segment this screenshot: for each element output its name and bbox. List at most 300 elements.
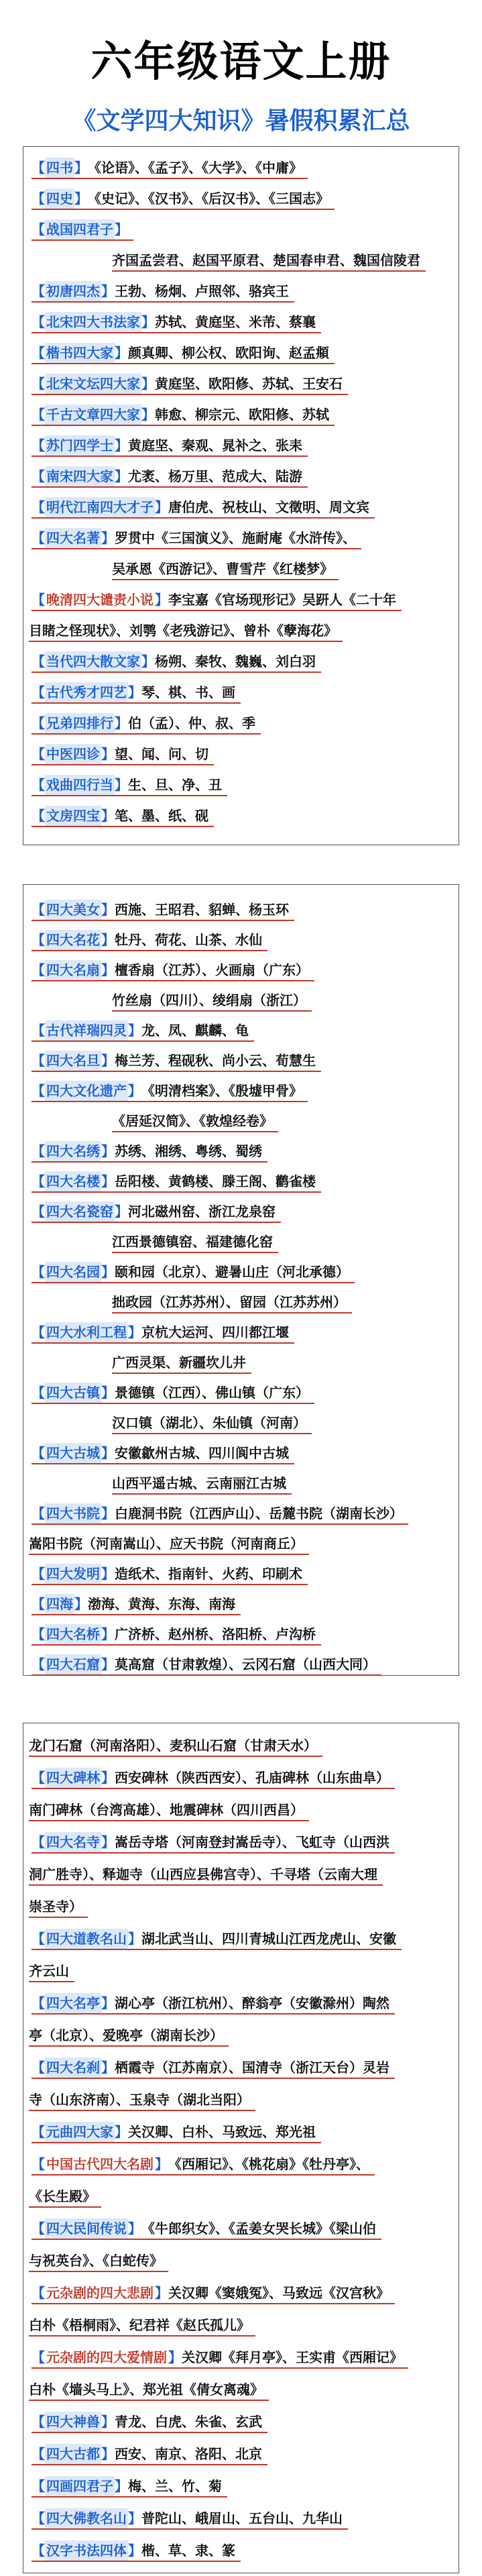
- row-content: 伯（孟）、仲、叔、季: [128, 715, 255, 731]
- category-tag: [32, 1594, 88, 1614]
- category-label: 四大神兽: [45, 2412, 101, 2432]
- row-content: 拙政园（江苏苏州）、留园（江苏苏州）: [112, 1294, 347, 1310]
- row-content: 关汉卿《拜月亭》、王实甫《西厢记》: [182, 2349, 403, 2365]
- row-content: 齐云山: [29, 1963, 69, 1979]
- category-label: 四大碑林: [45, 1768, 101, 1788]
- row-underline: [32, 590, 402, 611]
- bracket-left: 【: [32, 1931, 45, 1947]
- bracket-right: 】: [115, 468, 128, 484]
- row-underline: [112, 1111, 278, 1132]
- knowledge-row: [32, 775, 454, 804]
- knowledge-row: [32, 2540, 454, 2570]
- row-content: 造纸术、指南针、火药、印刷术: [115, 1566, 302, 1582]
- category-tag: [32, 2444, 115, 2464]
- knowledge-row: [32, 651, 454, 681]
- knowledge-row: [32, 1768, 454, 1797]
- row-underline: [32, 528, 361, 549]
- bracket-right: 】: [128, 1931, 141, 1947]
- bracket-right: 】: [101, 1385, 115, 1401]
- bracket-right: 】: [101, 1053, 115, 1069]
- row-content: 《长生殿》: [29, 2188, 96, 2204]
- row-content: 崇圣寺）: [29, 1898, 82, 1915]
- row-underline: [32, 2057, 395, 2079]
- category-tag: [32, 651, 155, 672]
- bracket-right: 】: [155, 499, 168, 515]
- category-tag: [32, 189, 88, 209]
- row-underline: [29, 2186, 101, 2208]
- category-label: 四大古镇: [45, 1383, 101, 1403]
- bracket-left: 【: [32, 2349, 45, 2365]
- knowledge-row: [29, 1735, 451, 1765]
- category-tag: [32, 2412, 115, 2432]
- bracket-right: 】: [101, 2446, 115, 2462]
- bracket-right: 】: [101, 530, 115, 546]
- row-content: 《论语》、《孟子》、《大学》、《中庸》: [88, 160, 302, 176]
- bracket-left: 【: [32, 407, 45, 423]
- row-content: 《史记》、《汉书》、《后汉书》、《三国志》: [88, 191, 329, 207]
- category-label: 中国古代四大名剧: [46, 2156, 154, 2172]
- row-underline: [32, 1768, 395, 1789]
- category-label: 汉字书法四体: [45, 2540, 128, 2561]
- bracket-left: 【: [32, 1656, 45, 1672]
- knowledge-row: [32, 1503, 454, 1533]
- bracket-left: 【: [32, 653, 45, 669]
- row-content: 普陀山、峨眉山、五台山、九华山: [141, 2510, 343, 2526]
- row-underline: [112, 559, 339, 580]
- bracket-right: 】: [101, 1995, 115, 2011]
- category-tag: [32, 2476, 128, 2496]
- category-tag: [32, 1443, 115, 1463]
- bracket-left: 【: [32, 684, 45, 700]
- row-content: 罗贯中《三国演义》、施耐庵《水浒传》、: [115, 530, 356, 546]
- bracket-right: 】: [128, 2220, 141, 2237]
- row-underline: [32, 2476, 227, 2498]
- category-tag: [32, 466, 128, 486]
- bracket-right: 】: [155, 2285, 168, 2301]
- knowledge-row: [29, 2090, 451, 2119]
- bracket-right: 】: [115, 2478, 128, 2494]
- category-label: 四书: [45, 158, 74, 178]
- row-underline: [32, 1171, 321, 1193]
- bracket-right: 】: [74, 160, 88, 176]
- row-underline: [29, 2315, 255, 2337]
- category-label: 当代四大散文家: [45, 651, 141, 672]
- bracket-right: 】: [115, 2124, 128, 2140]
- category-label: 初唐四杰: [45, 281, 101, 301]
- row-content: 楷、草、隶、篆: [141, 2542, 235, 2559]
- row-content: 关汉卿、白朴、马致远、郑光祖: [128, 2124, 316, 2140]
- bracket-right: 】: [128, 1022, 141, 1038]
- knowledge-row: [32, 1262, 454, 1291]
- category-label: 明代江南四大才子: [45, 497, 155, 517]
- category-tag: [32, 374, 155, 394]
- row-underline: [32, 158, 308, 179]
- row-underline: [32, 713, 261, 735]
- knowledge-row: [112, 1111, 459, 1140]
- row-content: 青龙、白虎、朱雀、玄武: [115, 2414, 262, 2430]
- knowledge-row: [29, 2315, 451, 2345]
- row-content: 关汉卿《窦娥冤》、马致远《汉宫秋》: [168, 2285, 389, 2301]
- row-content: 《居延汉简》、《敦煌经卷》: [112, 1113, 273, 1129]
- bracket-left: 【: [32, 191, 45, 207]
- row-content: 南门碑林（台湾高雄）、地震碑林（四川西昌）: [29, 1802, 304, 1818]
- row-underline: [32, 806, 214, 827]
- bracket-left: 【: [32, 345, 45, 361]
- knowledge-row: [32, 1383, 454, 1412]
- bracket-right: 】: [115, 437, 128, 453]
- row-underline: [32, 405, 335, 426]
- knowledge-row: [32, 312, 454, 341]
- category-tag: [32, 405, 155, 425]
- knowledge-row: [112, 1292, 459, 1322]
- row-content: 唐伯虎、祝枝山、文徵明、周文宾: [168, 499, 369, 515]
- row-underline: [112, 1352, 251, 1374]
- bracket-right: 】: [115, 1203, 128, 1220]
- row-content: 杨朔、秦牧、魏巍、刘白羽: [155, 653, 316, 669]
- row-underline: [32, 1201, 281, 1223]
- bracket-left: 【: [32, 2124, 45, 2140]
- knowledge-row: [32, 960, 454, 989]
- row-underline: [32, 960, 314, 981]
- bracket-left: 【: [32, 1022, 45, 1038]
- row-content: 李宝嘉《官场现形记》吴趼人《二十年: [168, 592, 396, 608]
- row-content: 岳阳楼、黄鹤楼、滕王阁、鹳雀楼: [115, 1173, 316, 1189]
- row-content: 颜真卿、柳公权、欧阳询、赵孟頫: [128, 345, 329, 361]
- knowledge-row: [32, 1929, 454, 1958]
- bracket-left: 【: [32, 437, 45, 453]
- bracket-right: 】: [141, 376, 155, 392]
- bracket-right: 】: [101, 283, 115, 299]
- knowledge-row: [32, 1322, 454, 1352]
- row-content: 与祝英台》、《白蛇传》: [29, 2253, 163, 2269]
- bracket-right: 】: [101, 902, 115, 918]
- category-label: 南宋四大家: [45, 466, 115, 486]
- bracket-left: 【: [32, 1770, 45, 1786]
- knowledge-row: [29, 1800, 451, 1829]
- category-tag: [32, 2283, 168, 2303]
- knowledge-row: [29, 1864, 451, 1894]
- knowledge-row: [112, 1352, 459, 1382]
- bracket-right: 】: [115, 221, 128, 237]
- category-tag: [32, 1503, 115, 1523]
- row-underline: [32, 2540, 241, 2562]
- category-label: 四画四君子: [45, 2476, 115, 2496]
- category-tag: [32, 281, 115, 301]
- row-content: 江西景德镇窑、福建德化窑: [112, 1234, 273, 1250]
- row-content: 目睹之怪现状》、刘鹗《老残游记》、曾朴《孽海花》: [29, 623, 337, 639]
- row-underline: [29, 1961, 74, 1982]
- category-tag: [32, 158, 88, 178]
- knowledge-row: [32, 590, 454, 619]
- row-content: 白朴《墙头马上》、郑光祖《倩女离魂》: [29, 2381, 263, 2398]
- knowledge-row: [32, 1020, 454, 1050]
- bracket-left: 【: [32, 1995, 45, 2011]
- bracket-left: 【: [32, 777, 45, 793]
- row-underline: [29, 2090, 255, 2111]
- row-content: 西安碑林（陕西西安）、孔庙碑林（山东曲阜）: [115, 1770, 389, 1786]
- knowledge-row: [32, 405, 454, 434]
- knowledge-row: [32, 806, 454, 835]
- category-label: 元曲四大家: [45, 2122, 115, 2142]
- row-content: 颐和园（北京）、避暑山庄（河北承德）: [115, 1264, 349, 1280]
- category-label: 北宋文坛四大家: [45, 374, 141, 394]
- row-underline: [32, 1929, 402, 1950]
- row-underline: [32, 2218, 381, 2240]
- row-underline: [32, 1443, 294, 1464]
- category-label: 古代祥瑞四灵: [45, 1020, 128, 1040]
- row-underline: [32, 1624, 321, 1646]
- row-content: 西安、南京、洛阳、北京: [115, 2446, 262, 2462]
- row-content: 河北磁州窑、浙江龙泉窑: [128, 1203, 276, 1220]
- category-label: 四海: [45, 1594, 74, 1614]
- row-content: 竹丝扇（四川）、绫绢扇（浙江）: [112, 992, 306, 1008]
- row-content: 檀香扇（江苏）、火画扇（广东）: [115, 962, 309, 978]
- category-tag: [32, 2057, 115, 2078]
- row-underline: [32, 1322, 294, 1344]
- bracket-right: 】: [115, 715, 128, 731]
- category-label: 元杂剧的四大悲剧: [46, 2285, 154, 2301]
- row-underline: [32, 1654, 381, 1676]
- knowledge-row: [32, 2218, 454, 2248]
- category-tag: [32, 806, 115, 826]
- row-underline: [32, 2444, 267, 2465]
- bracket-left: 【: [32, 2285, 45, 2301]
- bracket-left: 【: [32, 902, 45, 918]
- bracket-right: 】: [101, 1264, 115, 1280]
- row-underline: [32, 1051, 321, 1072]
- row-underline: [32, 1832, 395, 1854]
- bracket-left: 【: [32, 499, 45, 515]
- section-1: [23, 146, 459, 845]
- category-tag: [32, 1654, 115, 1674]
- category-label: 晚清四大谴责小说: [46, 592, 154, 608]
- row-content: 嵩岳寺塔（河南登封嵩岳寺）、飞虹寺（山西洪: [115, 1834, 389, 1850]
- category-label: 兄弟四排行: [45, 713, 115, 733]
- knowledge-row: [32, 497, 454, 527]
- bracket-left: 【: [32, 2220, 45, 2237]
- category-tag: [32, 960, 115, 980]
- category-label: 四大道教名山: [45, 1929, 128, 1949]
- bracket-left: 【: [32, 1566, 45, 1582]
- bracket-right: 】: [74, 191, 88, 207]
- knowledge-row: [29, 2025, 451, 2055]
- category-tag: [32, 1768, 115, 1788]
- knowledge-row: [32, 343, 454, 372]
- row-content: 景德镇（江西）、佛山镇（广东）: [115, 1385, 309, 1401]
- row-content: 亭（北京）、爱晚亭（湖南长沙）: [29, 2027, 223, 2043]
- category-tag: [32, 2540, 141, 2561]
- knowledge-row: [29, 621, 451, 650]
- row-underline: [29, 1896, 88, 1918]
- row-content: 莫高窟（甘肃敦煌）、云冈石窟（山西大同）: [115, 1656, 376, 1672]
- row-content: 韩愈、柳宗元、欧阳修、苏轼: [155, 407, 329, 423]
- category-tag: [32, 219, 128, 239]
- bracket-right: 】: [101, 808, 115, 824]
- row-underline: [112, 1413, 312, 1434]
- bracket-left: 【: [32, 1505, 45, 1521]
- bracket-right: 】: [101, 2414, 115, 2430]
- category-label: 四大名绣: [45, 1141, 101, 1161]
- knowledge-row: [112, 250, 459, 280]
- category-label: 四大古城: [45, 1443, 101, 1463]
- row-underline: [32, 2347, 408, 2369]
- bracket-left: 【: [32, 1053, 45, 1069]
- category-tag: [32, 1081, 141, 1101]
- knowledge-row: [29, 2379, 451, 2409]
- bracket-left: 【: [32, 1445, 45, 1461]
- knowledge-row: [32, 281, 454, 311]
- bracket-left: 【: [32, 1385, 45, 1401]
- category-label: 元杂剧的四大爱情剧: [46, 2349, 167, 2365]
- bracket-right: 】: [141, 407, 155, 423]
- category-label: 四大名瓷窑: [45, 1201, 115, 1222]
- row-content: 安徽歙州古城、四川阆中古城: [115, 1445, 289, 1461]
- row-underline: [32, 682, 241, 704]
- row-underline: [32, 312, 321, 333]
- row-underline: [32, 466, 308, 488]
- category-label: 四大名花: [45, 930, 101, 950]
- knowledge-row: [112, 1413, 459, 1442]
- knowledge-row: [32, 2412, 454, 2441]
- bracket-left: 【: [32, 932, 45, 948]
- row-underline: [32, 1383, 314, 1404]
- bracket-left: 【: [32, 2542, 45, 2559]
- category-tag: [32, 435, 128, 455]
- row-content: 汉口镇（湖北）、朱仙镇（河南）: [112, 1415, 306, 1431]
- row-underline: [32, 1081, 308, 1102]
- knowledge-row: [32, 930, 454, 959]
- knowledge-row: [32, 1051, 454, 1080]
- category-label: 四大书院: [45, 1503, 101, 1523]
- row-content: 京杭大运河、四川都江堰: [141, 1324, 289, 1340]
- knowledge-row: [32, 2122, 454, 2151]
- row-content: 栖霞寺（江苏南京）、国清寺（浙江天台）灵岩: [115, 2059, 389, 2076]
- row-underline: [32, 775, 227, 796]
- row-underline: [29, 2379, 269, 2401]
- bracket-right: 】: [101, 962, 115, 978]
- category-tag: [32, 590, 168, 610]
- row-content: 生、旦、净、丑: [128, 777, 222, 793]
- page-title: 六年级语文上册: [91, 37, 391, 86]
- row-content: 尤袤、杨万里、范成大、陆游: [128, 468, 302, 484]
- bracket-left: 【: [32, 1083, 45, 1099]
- knowledge-row: [32, 1201, 454, 1231]
- row-content: 笔、墨、纸、砚: [115, 808, 208, 824]
- row-underline: [32, 281, 294, 303]
- bracket-right: 】: [101, 1505, 115, 1521]
- bracket-left: 【: [32, 1596, 45, 1612]
- category-label: 四大佛教名山: [45, 2508, 128, 2528]
- category-tag: [32, 1832, 115, 1852]
- row-underline: [112, 990, 312, 1012]
- row-content: 龙、凤、麒麟、龟: [141, 1022, 249, 1038]
- category-label: 苏门四学士: [45, 435, 115, 455]
- row-underline: [29, 2025, 229, 2047]
- row-content: 西施、王昭君、貂蝉、杨玉环: [115, 902, 289, 918]
- category-label: 四大民间传说: [45, 2218, 128, 2239]
- category-label: 北宋四大书法家: [45, 312, 141, 332]
- row-underline: [32, 2508, 348, 2530]
- category-tag: [32, 682, 141, 702]
- knowledge-row: [32, 1081, 454, 1110]
- bracket-left: 【: [32, 314, 45, 330]
- knowledge-row: [32, 1564, 454, 1593]
- knowledge-row: [32, 1171, 454, 1201]
- category-tag: [32, 1564, 115, 1584]
- category-tag: [32, 2122, 128, 2142]
- category-tag: [32, 1020, 141, 1040]
- knowledge-row: [32, 219, 454, 249]
- row-underline: [32, 1564, 308, 1585]
- row-content: 寺（山东济南）、玉泉寺（湖北当阳）: [29, 2092, 250, 2108]
- row-content: 黄庭坚、秦观、晁补之、张耒: [128, 437, 302, 453]
- category-tag: [32, 2508, 141, 2528]
- bracket-left: 【: [32, 376, 45, 392]
- category-label: 战国四君子: [45, 219, 115, 239]
- knowledge-row: [29, 1961, 451, 1990]
- row-content: 《明清档案》、《殷墟甲骨》: [141, 1083, 302, 1099]
- knowledge-row: [112, 559, 459, 588]
- section-2: [23, 884, 459, 1676]
- bracket-left: 【: [32, 715, 45, 731]
- row-content: 《牛郎织女》、《孟姜女哭长城》《梁山伯: [141, 2220, 376, 2237]
- bracket-left: 【: [32, 530, 45, 546]
- row-content: 牡丹、荷花、山茶、水仙: [115, 932, 262, 948]
- category-label: 文房四宝: [45, 806, 101, 826]
- row-underline: [32, 343, 335, 364]
- bracket-left: 【: [32, 1173, 45, 1189]
- row-underline: [29, 621, 343, 642]
- row-content: 王勃、杨炯、卢照邻、骆宾王: [115, 283, 289, 299]
- bracket-right: 】: [101, 2059, 115, 2076]
- row-content: 广西灵渠、新疆坎儿井: [112, 1354, 246, 1371]
- knowledge-row: [32, 1624, 454, 1654]
- knowledge-row: [32, 1141, 454, 1171]
- bracket-left: 【: [32, 2059, 45, 2076]
- category-label: 四大名旦: [45, 1051, 101, 1071]
- category-tag: [32, 1201, 128, 1222]
- category-tag: [32, 312, 155, 332]
- knowledge-row: [32, 2476, 454, 2506]
- bracket-right: 】: [155, 592, 168, 608]
- category-label: 四大名园: [45, 1262, 101, 1282]
- bracket-right: 】: [101, 1770, 115, 1786]
- bracket-left: 【: [32, 1324, 45, 1340]
- row-content: 白鹿洞书院（江西庐山）、岳麓书院（湖南长沙）: [115, 1505, 403, 1521]
- row-underline: [32, 1262, 355, 1283]
- row-underline: [32, 930, 267, 951]
- row-underline: [29, 1735, 322, 1757]
- row-underline: [29, 1800, 309, 1821]
- knowledge-row: [32, 374, 454, 403]
- row-underline: [29, 1534, 309, 1555]
- category-label: 四大名楼: [45, 1171, 101, 1191]
- bracket-left: 【: [32, 2446, 45, 2462]
- bracket-left: 【: [32, 1203, 45, 1220]
- bracket-right: 】: [141, 314, 155, 330]
- category-label: 四大名桥: [45, 1624, 101, 1644]
- knowledge-row: [32, 2283, 454, 2312]
- knowledge-row: [32, 900, 454, 929]
- bracket-left: 【: [32, 160, 45, 176]
- row-content: 苏轼、黄庭坚、米芾、蔡襄: [155, 314, 316, 330]
- knowledge-row: [32, 1832, 454, 1862]
- bracket-right: 】: [141, 653, 155, 669]
- row-underline: [32, 1993, 395, 2015]
- bracket-left: 【: [32, 1264, 45, 1280]
- row-content: 山西平遥古城、云南丽江古城: [112, 1475, 286, 1491]
- category-label: 戏曲四行当: [45, 775, 115, 795]
